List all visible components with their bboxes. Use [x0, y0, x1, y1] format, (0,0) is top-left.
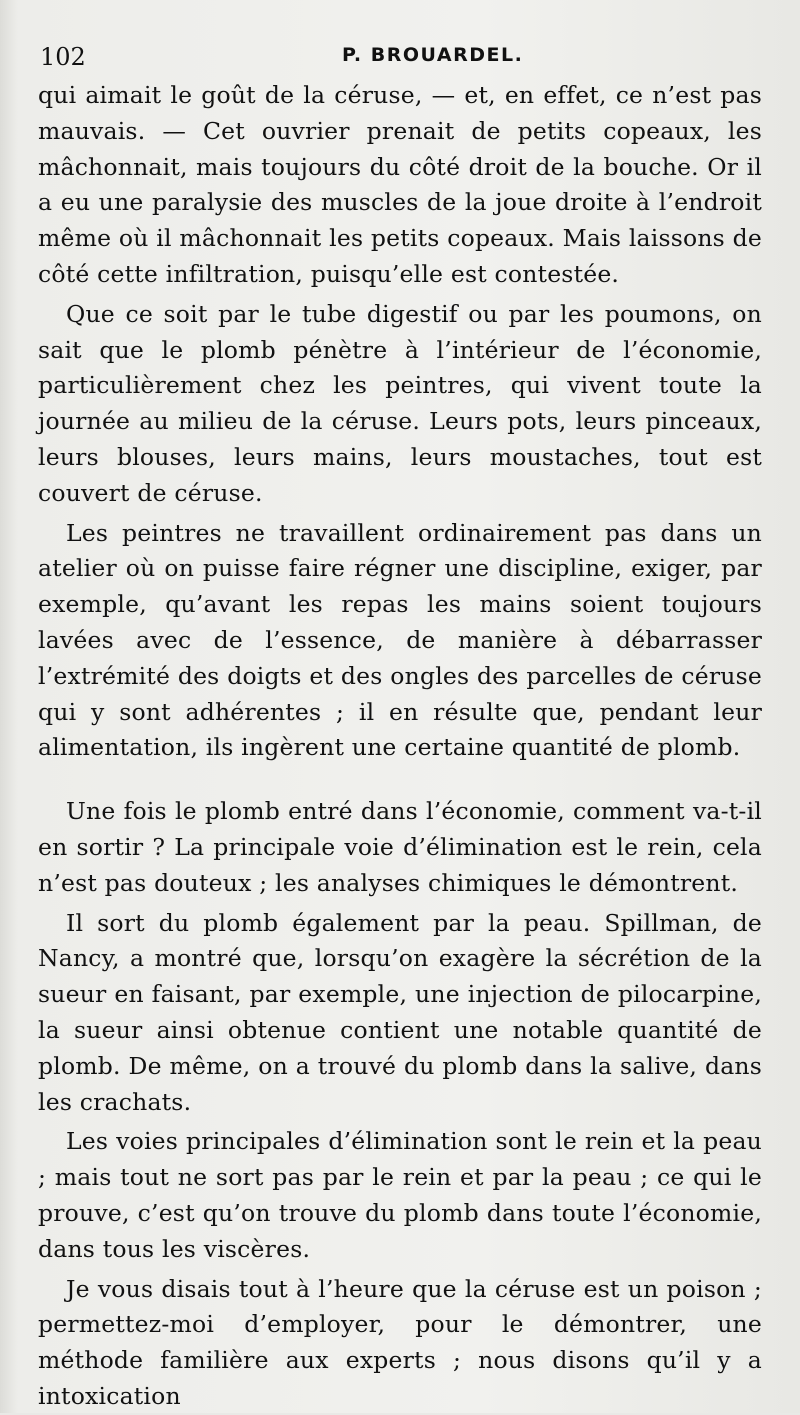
page-body: [38, 78, 762, 1415]
running-head: P. BROUARDEL.: [342, 44, 524, 66]
paragraph-4: Une fois le plomb entré dans l’économie, comment va-t-il en sortir ? La principale voie d’élimination est le rein, cela n’est pas douteux ; les analyses chimiques le démontrent.: [38, 797, 762, 897]
page-number: 102: [40, 43, 86, 71]
paragraph-1: qui aimait le goût de la céruse, — et, en effet, ce n’est pas mauvais. — Cet ouvrier prenait de petits copeaux, les mâchonnait, mais toujours du côté droit de la bouche. Or il a eu une paralysie des muscles de la joue droite à l’endroit même où il mâchonnait les petits copeaux. Mais laissons de côté cette infiltration, puisqu’elle est contestée.: [38, 81, 762, 288]
paragraph-7: Je vous disais tout à l’heure que la céruse est un poison ; permettez-moi d’employer, pour le démontrer, une méthode familière aux experts ; nous disons qu’il y a intoxication: [38, 1274, 762, 1410]
paragraph-2: Que ce soit par le tube digestif ou par les poumons, on sait que le plomb pénètre à l’intérieur de l’économie, particulièrement chez les peintres, qui vivent toute la journée au milieu de la céruse. Leurs pots, leurs pinceaux, leurs blouses, leurs mains, leurs moustaches, tout est couvert de céruse.: [38, 299, 762, 507]
paragraph-6: Les voies principales d’élimination sont le rein et la peau ; mais tout ne sort pas par le rein et par la peau ; ce qui le prouve, c’est qu’on trouve du plomb dans toute l’économie, dans tous les viscères.: [38, 1127, 762, 1263]
paragraph-3: Les peintres ne travaillent ordinairement pas dans un atelier où on puisse faire régner une discipline, exiger, par exemple, qu’avant les repas les mains soient toujours lavées avec de l’essence, de manière à débarrasser l’extrémité des doigts et des ongles des parcelles de céruse qui y sont adhérentes ; il en résulte que, pendant leur alimentation, ils ingèrent une certaine quantité de plomb.: [38, 518, 762, 762]
paragraph-5: Il sort du plomb également par la peau. Spillman, de Nancy, a montré que, lorsqu’on exagère la sécrétion de la sueur en faisant, par exemple, une injection de pilocarpine, la sueur ainsi obtenue contient une notable quantité de plomb. De même, on a trouvé du plomb dans la salive, dans les crachats.: [38, 908, 762, 1116]
page-header: [38, 38, 762, 78]
